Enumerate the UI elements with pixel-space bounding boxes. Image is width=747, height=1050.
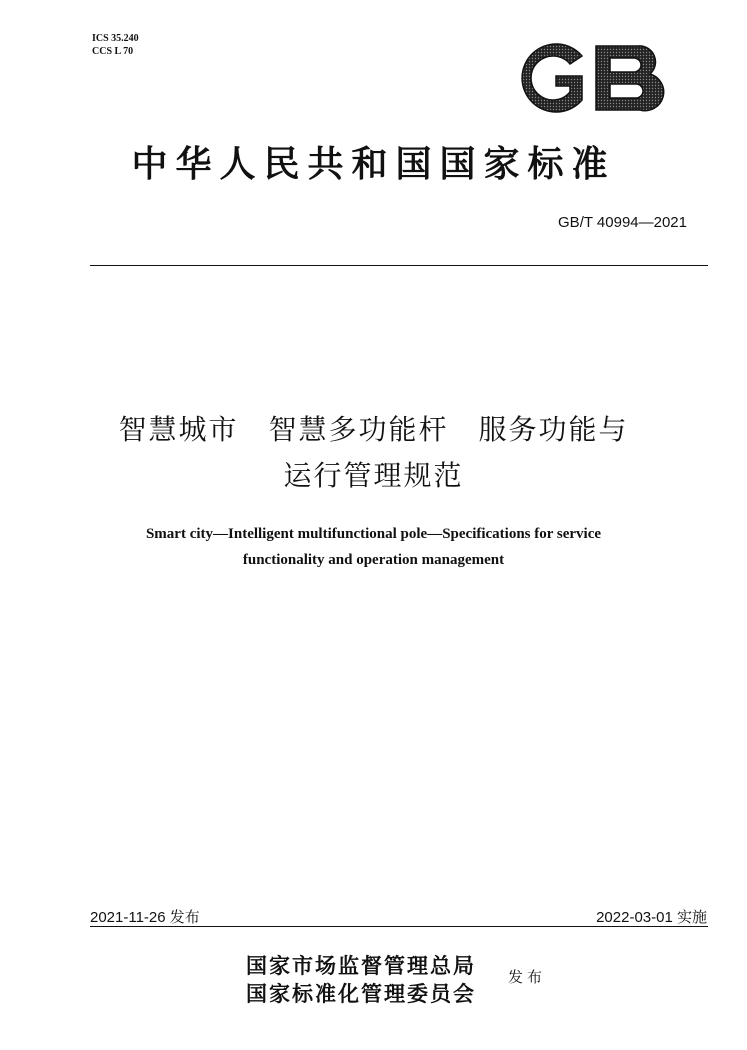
classification-codes (92, 32, 139, 58)
ccs-code: CCS L 70 (92, 46, 134, 57)
issuer-line-1: 国家市场监督管理总局 (246, 953, 476, 978)
issuer-line-2: 国家标准化管理委员会 (246, 981, 476, 1006)
standard-number: GB/T 40994—2021 (558, 214, 687, 231)
implementation-date: 2022-03-01 实施 (596, 909, 707, 926)
gb-logo (516, 42, 666, 114)
ics-code: ICS 35.240 (92, 33, 139, 44)
bottom-divider (90, 926, 708, 927)
issue-date: 2021-11-26 发布 (90, 909, 200, 926)
chinese-title-line-2: 运行管理规范 (283, 459, 464, 492)
english-title-line-1: Smart city—Intelligent multifunctional pole—Specifications for service (145, 526, 602, 542)
english-title-line-2: functionality and operation management (242, 552, 505, 568)
chinese-title-line-1: 智慧城市 智慧多功能杆 服务功能与 (118, 413, 629, 446)
national-standard-title: 中华人民共和国国家标准 (131, 143, 616, 185)
top-divider (90, 265, 708, 266)
publish-label: 发布 (508, 968, 547, 986)
issuing-authorities (246, 952, 476, 1008)
